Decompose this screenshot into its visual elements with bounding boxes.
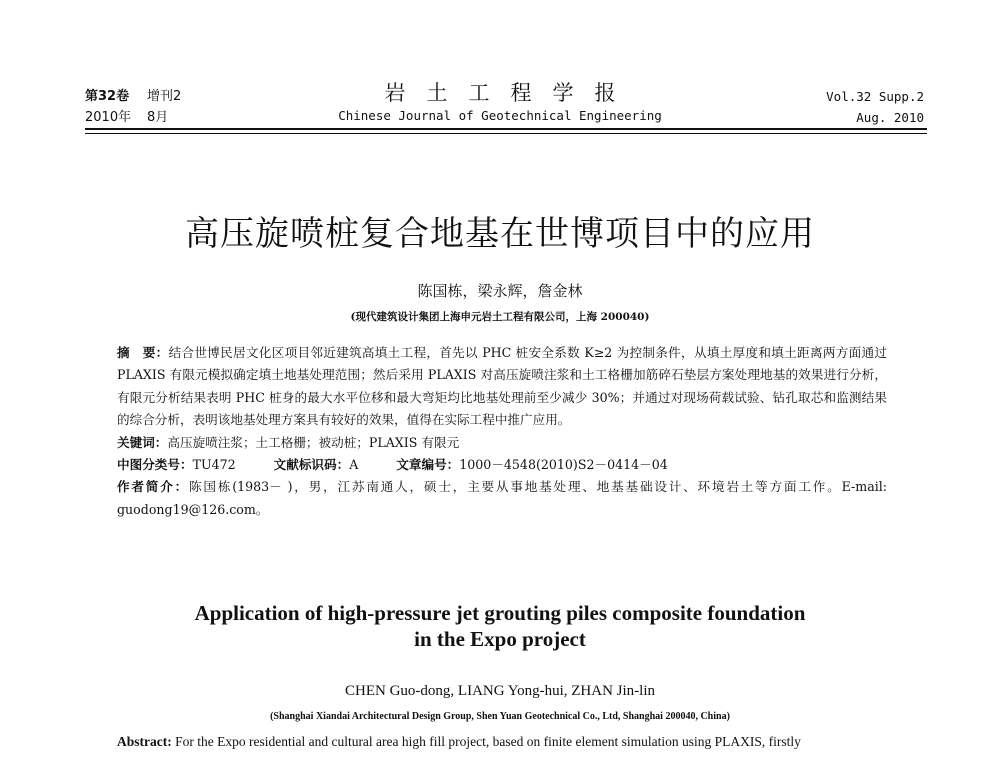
header-rule-thin: [85, 133, 927, 134]
abstract-cn: [117, 342, 887, 432]
header-rule-thick: [85, 128, 927, 130]
volume-cn: 第32卷: [85, 89, 130, 104]
abstract-label-en: Abstract:: [117, 734, 172, 749]
paper-title-cn: 高压旋喷桩复合地基在世博项目中的应用: [185, 214, 815, 254]
authors-en: CHEN Guo-dong, LIANG Yong-hui, ZHAN Jin-lin: [345, 683, 655, 699]
clc-label: 中图分类号：: [117, 457, 193, 473]
doc-code-label: 文献标识码：: [273, 457, 350, 473]
month-cn: 8月: [147, 110, 169, 125]
author-bio-label: 作者简介：: [117, 479, 190, 495]
issue-cn: 增刊2: [147, 89, 182, 104]
keywords-label: 关键词：: [117, 434, 168, 450]
paper-title-en: [0, 600, 1000, 652]
classification-line: [117, 454, 887, 476]
journal-name-en: Chinese Journal of Geotechnical Engineering: [338, 108, 662, 123]
volume-en: Vol.32 Supp.2: [826, 89, 924, 104]
keywords-text: 高压旋喷注浆；土工格栅；被动桩；PLAXIS 有限元: [167, 434, 460, 450]
affiliation-cn: (现代建筑设计集团上海申元岩土工程有限公司，上海 200040): [350, 311, 650, 323]
article-no-value: 1000－4548(2010)S2－0414－04: [459, 457, 668, 473]
abstract-text-cn: 结合世博民居文化区项目邻近建筑高填土工程，首先以 PHC 桩安全系数 K≥2 为控制条件，从填土厚度和填土距离两方面通过 PLAXIS 有限元模拟确定填土地基处理范围；然后采用 PLAXIS 对高压旋喷注浆和土工格栅加筋碎石垫层方案处理地基的效果进行分析，有限元分析结果表明 PHC 桩身的最大水平位移和最大弯矩均比地基处理前至少减少 30%；并通过对现场荷载试验、钻孔取芯和监测结果的综合分析，表明该地基处理方案具有较好的效果，值得在实际工程中推广应用。: [117, 345, 887, 428]
keywords: [117, 432, 887, 454]
paper-title-en-line2: in the Expo project: [414, 627, 586, 651]
year-cn: 2010年: [85, 110, 132, 125]
header-right: [826, 86, 924, 128]
abstract-block-cn: [117, 342, 887, 521]
paper-title-en-line1: Application of high-pressure jet grouting piles composite foundation: [194, 601, 806, 625]
doc-code-value: A: [349, 457, 359, 473]
journal-name-cn: 岩土工程学报: [384, 81, 637, 105]
clc-value: TU472: [192, 457, 236, 473]
date-en: Aug. 2010: [856, 110, 924, 125]
article-no-label: 文章编号：: [396, 457, 460, 473]
abstract-label-cn: 摘 要：: [117, 345, 169, 360]
abstract-en: [117, 734, 897, 750]
author-bio: [117, 476, 887, 521]
authors-cn: 陈国栋，梁永辉，詹金林: [417, 282, 583, 300]
author-bio-text: 陈国栋(1983－ )，男，江苏南通人，硕士，主要从事地基处理、地基基础设计、环境岩土等方面工作。E-mail: guodong19@126.com。: [117, 479, 888, 517]
affiliation-en: (Shanghai Xiandai Architectural Design Group, Shen Yuan Geotechnical Co., Ltd, Shanghai 200040, China): [270, 711, 730, 722]
abstract-text-en: For the Expo residential and cultural area high fill project, based on finite element simulation using PLAXIS, firstly: [175, 734, 801, 749]
